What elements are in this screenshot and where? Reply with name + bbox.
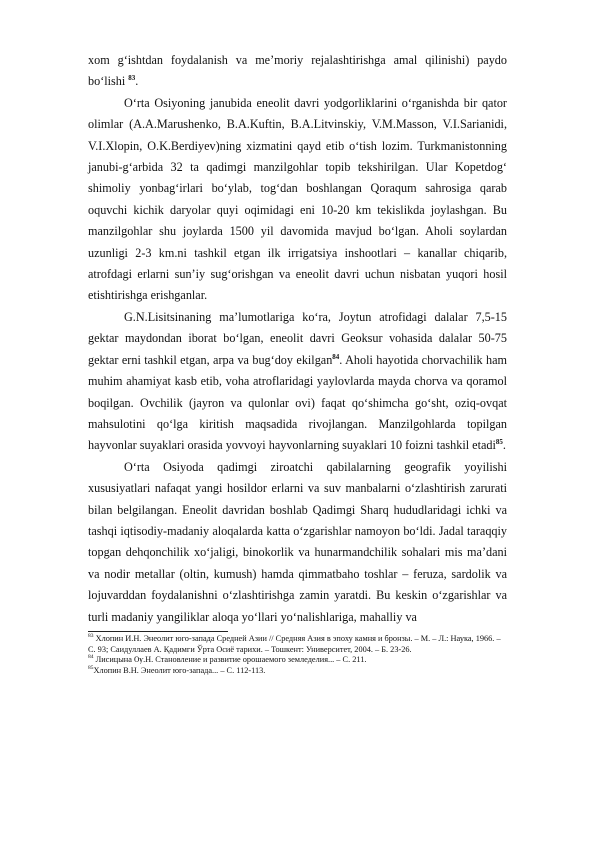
paragraph-text: G.N.Lisitsinaning ma’lumotlariga ko‘ra, Joytun atrofidagi dalalar 7,5-15 gektar maydondan iborat bo‘lgan, eneolit davri Geoksur vohasida dalalar 50-75 gektar erni tashkil etgan, arpa va bug‘doy ekilgan [88, 309, 507, 367]
footnote-number: 84 [88, 654, 94, 661]
paragraph-tail: . [135, 74, 139, 89]
footnote-text: Хлопин В.Н. Энеолит юго-запада... – С. 112-113. [93, 665, 266, 675]
footnote-ref-84[interactable]: 84 [332, 352, 340, 361]
paragraph-3 [88, 307, 507, 457]
footnote-number: 85 [88, 664, 94, 671]
paragraph-tail: . [502, 438, 506, 453]
footnote-text: Хлопин И.Н. Энеолит юго-запада Средней Азии // Средняя Азия в эпоху камня и бронзы. – М. – Л.: Наука, 1966. – С. 93; Саидуллаев А. Қадимги Ўрта Осиё тарихи. – Тошкент: Университет, 2004. – Б. 23-26. [88, 633, 501, 654]
footnote-number: 83 [88, 633, 94, 640]
document-page [88, 50, 507, 676]
paragraph-1 [88, 50, 507, 93]
footnote-ref-85[interactable]: 85 [495, 438, 503, 447]
paragraph-text: . Aholi hayotida chorvachilik ham muhim ahamiyat kasb etib, voha atroflaridagi yaylovlarda mayda chorva va qoramol boqilgan. Ovchilik (jayron va qulonlar ovi) faqat qo‘shimcha go‘sht, oziq-ovqat mahsulotini qo‘lga kiritish maqsadida rivojlangan. Manzilgohlarda topilgan hayvonlar suyaklari orasida yovvoyi hayvonlarning suyaklari 10 foizni tashkil etadi [88, 352, 507, 453]
footnote-84 [88, 655, 507, 666]
footnote-text: Лисицына Ѹ.Н. Становление и развитие орошаемого земледелия... – С. 211. [93, 655, 367, 665]
paragraph-text: O‘rta Osiyoning janubida eneolit davri yodgorliklarini o‘rganishda bir qator olimlar (A.A.Marushenko, B.A.Kuftin, B.A.Litvinskiy, V.M.Masson, V.I.Sarianidi, V.I.Xlopin, O.K.Berdiyev)ning xizmatini qayd etib o‘tish lozim. Turkmanistonning janubi-g‘arbida 32 ta qadimgi manzilgohlar topib tekshirilgan. Ular Kopetdog‘ shimoliy yonbag‘irlari bo‘ylab, tog‘dan boshlangan Qoraqum sahrosiga qarab oquvchi kichik daryolar quyi oqimidagi eni 10-20 km tekislikda joylashgan. Bu manzilgohlar shu joylarda 1500 yil davomida mavjud bo‘lgan. Aholi soylardan uzunligi 2-3 km.ni tashkil etgan ilk irrigatsiya inshootlari – kanallar chiqarib, atrofdagi erlarni sun’iy sug‘orishgan va eneolit davri uchun nisbatan yuqori hosil etishtirishga erishganlar. [88, 95, 507, 303]
footnote-ref-83[interactable]: 83 [128, 74, 136, 83]
footnote-85 [88, 666, 507, 677]
paragraph-text: xom g‘ishtdan foydalanish va me’moriy rejalashtirishga amal qilinishi) paydo bo‘lishi [88, 53, 507, 89]
footnote-83 [88, 634, 507, 655]
paragraph-2 [88, 93, 507, 307]
footnote-divider [88, 631, 228, 632]
paragraph-4 [88, 457, 507, 628]
paragraph-text: O‘rta Osiyoda qadimgi ziroatchi qabilalarning geografik yoyilishi xususiyatlari nafaqat yangi hosildor erlarni va suv manbalarni o‘zlashtirish zarurati bilan belgilangan. Eneolit davridan boshlab Qadimgi Sharq hududlaridagi ichki va tashqi iqtisodiy-madaniy aloqalarda katta o‘zgarishlar namoyon bo‘ldi. Jadal taraqqiy topgan dehqonchilik xo‘jaligi, binokorlik va hunarmandchilik sohalari mis ma’dani va nodir metallar (oltin, kumush) hamda qimmatbaho toshlar – feruza, sardolik va lojuvarddan foydalanishni o‘zlashtirishga zamin yaratdi. Bu keskin o‘zgarishlar va turli madaniy yangiliklar aloqa yo‘llari yo‘nalishlariga, mahalliy va [88, 459, 507, 624]
